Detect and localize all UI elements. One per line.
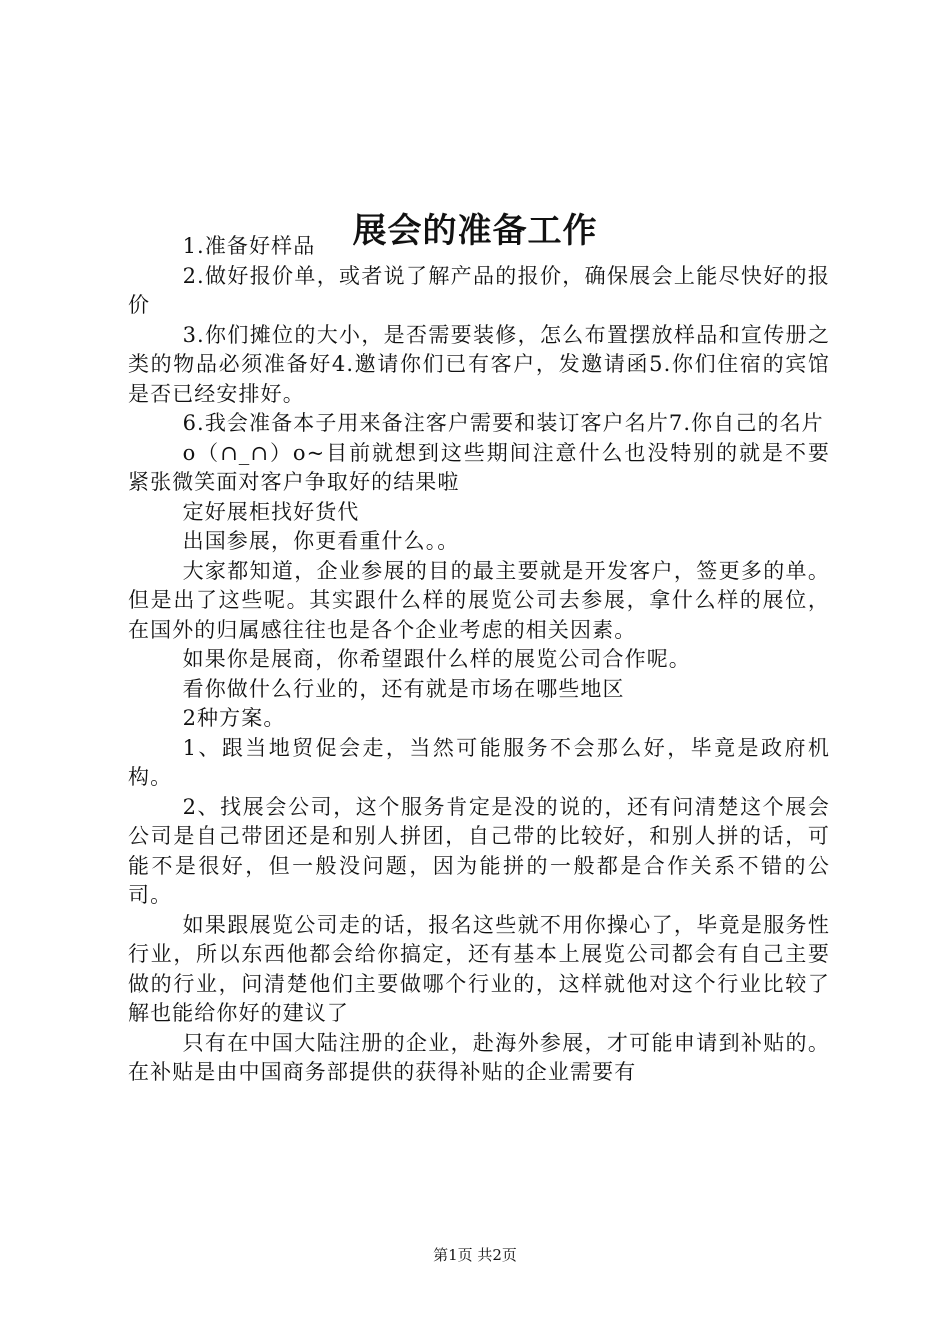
paragraph: 1、跟当地贸促会走，当然可能服务不会那么好，毕竟是政府机构。 (128, 735, 830, 789)
paragraph: 3.你们摊位的大小，是否需要装修，怎么布置摆放样品和宣传册之类的物品必须准备好4.邀请你们已有客户，发邀请函5.你们住宿的宾馆是否已经安排好。 (128, 322, 830, 406)
paragraph: 出国参展，你更看重什么。。 (182, 529, 460, 553)
paragraph: 如果你是展商，你希望跟什么样的展览公司合作呢。 (182, 647, 691, 671)
paragraph: 看你做什么行业的，还有就是市场在哪些地区 (182, 676, 625, 701)
paragraph: 1.准备好样品 (182, 234, 316, 258)
paragraph: 大家都知道，企业参展的目的最主要就是开发客户，签更多的单。但是出了这些呢。其实跟什么样的展览公司去参展，拿什么样的展位，在国外的归属感往往也是各个企业考虑的相关因素。 (128, 558, 830, 642)
paragraph: 定好展柜找好货代 (182, 499, 360, 524)
paragraph: 只有在中国大陆注册的企业，赴海外参展，才可能申请到补贴的。在补贴是由中国商务部提供的获得补贴的企业需要有 (128, 1030, 830, 1084)
paragraph: 2.做好报价单，或者说了解产品的报价，确保展会上能尽快好的报价 (128, 263, 830, 317)
paragraph: 2、找展会公司，这个服务肯定是没的说的，还有问清楚这个展会公司是自己带团还是和别人拼团，自己带的比较好，和别人拼的话，可能不是很好，但一般没问题，因为能拼的一般都是合作关系不错的公司。 (128, 794, 830, 907)
paragraph: 如果跟展览公司走的话，报名这些就不用你操心了，毕竟是服务性行业，所以东西他都会给你搞定，还有基本上展览公司都会有自己主要做的行业，问清楚他们主要做哪个行业的，这样就他对这个行业比较了解也能给你好的建议了 (128, 912, 830, 1025)
paragraph: 2种方案。 (182, 706, 286, 730)
document-body (128, 232, 830, 1088)
paragraph: 6.我会准备本子用来备注客户需要和装订客户名片7.你自己的名片 (182, 411, 824, 435)
paragraph: o（∩_∩）o~目前就想到这些期间注意什么也没特别的就是不要紧张微笑面对客户争取好的结果啦 (128, 440, 830, 494)
document-title: 展会的准备工作 (352, 210, 598, 251)
page-number-footer: 第1页 共2页 (433, 1246, 517, 1264)
